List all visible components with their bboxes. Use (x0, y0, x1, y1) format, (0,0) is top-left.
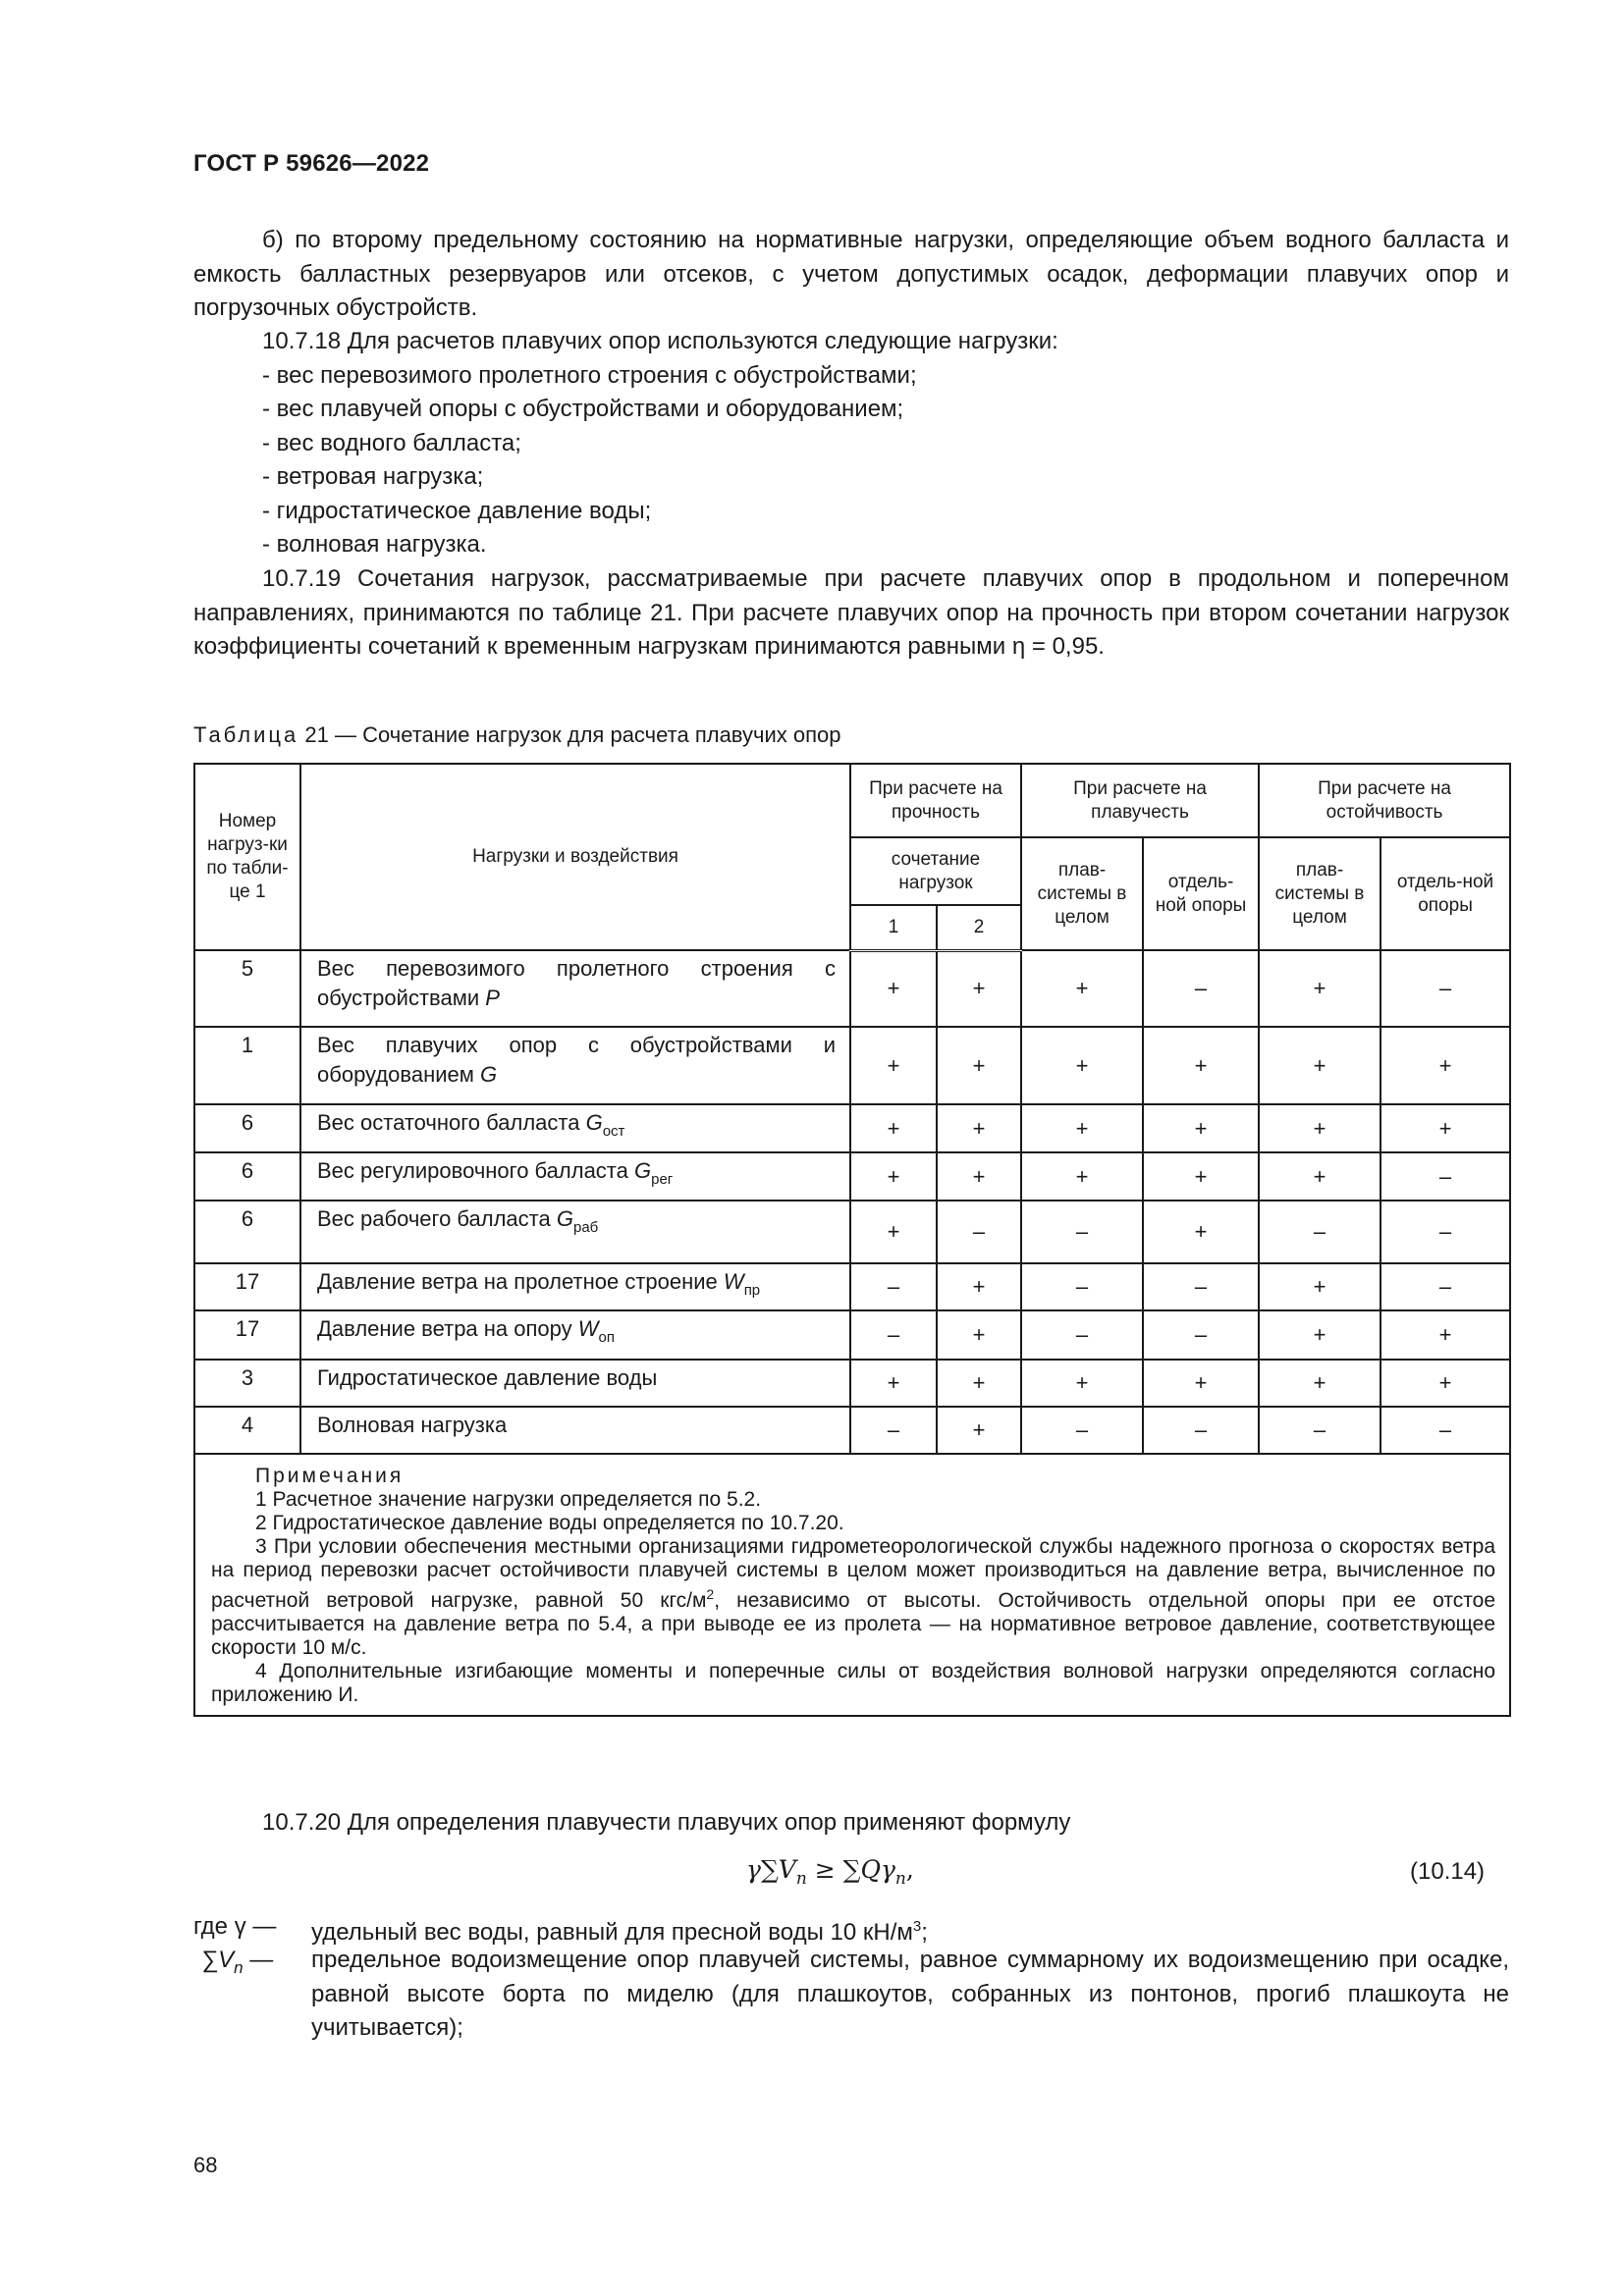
cell-value: + (937, 1407, 1021, 1454)
note-2: 2 Гидростатическое давление воды определяется по 10.7.20. (255, 1512, 844, 1534)
note-1: 1 Расчетное значение нагрузки определяется по 5.2. (255, 1488, 762, 1511)
cell-value: – (1021, 1407, 1143, 1454)
header-buoyancy: При расчете на плавучесть (1021, 764, 1259, 837)
row-num: 6 (194, 1152, 300, 1201)
load-symbol-subscript: ост (602, 1123, 625, 1140)
table-row (194, 1027, 1510, 1104)
cell-value: – (1380, 1201, 1510, 1263)
cell-value: + (1259, 1263, 1380, 1310)
load-symbol: G (585, 1110, 603, 1135)
load-symbol-subscript: пр (743, 1282, 761, 1299)
list-item: - вес плавучей опоры с обустройствами и оборудованием; (262, 396, 904, 422)
table-caption-text: 21 — Сочетание нагрузок для расчета плавучих опор (304, 722, 841, 747)
paragraph-10-7-19: 10.7.19 Сочетания нагрузок, рассматриваемые при расчете плавучих опор в продольном и поперечном направлениях, принимаются по таблице 21. При расчете плавучих опор на прочность при втором сочетании нагрузок коэффициенты сочетаний к временным нагрузкам принимаются равными η = 0,95. (193, 565, 1509, 660)
table-caption (193, 722, 841, 748)
cell-value: + (937, 1310, 1021, 1360)
cell-value: + (1021, 1152, 1143, 1201)
table-row (194, 950, 1510, 1027)
where-def-sum-v: предельное водоизмещение опор плавучей системы, равное суммарному их водоизмещению при осадке, равной высоте борта по миделю (для плашкоутов, собранных из понтонов, прогиб плашкоута не учитывается); (311, 1947, 1509, 2041)
cell-value: + (1259, 1310, 1380, 1360)
header-combination: сочетание нагрузок (850, 837, 1021, 905)
row-load: Вес перевозимого пролетного строения с обустройствами P (300, 950, 850, 1027)
load-combination-table (193, 763, 1511, 1717)
header-system: плав-системы в целом (1021, 837, 1143, 950)
cell-value: + (1380, 1027, 1510, 1104)
table-row (194, 1360, 1510, 1407)
cell-value: + (937, 1152, 1021, 1201)
cell-value: – (850, 1310, 937, 1360)
row-num: 4 (194, 1407, 300, 1454)
row-num: 1 (194, 1027, 300, 1104)
cell-value: + (1380, 1104, 1510, 1152)
row-load: Волновая нагрузка (300, 1407, 850, 1454)
cell-value: + (1143, 1201, 1259, 1263)
cell-value: + (1380, 1310, 1510, 1360)
cell-value: – (1380, 1152, 1510, 1201)
header-loads: Нагрузки и воздействия (300, 764, 850, 950)
row-load: Давление ветра на пролетное строение $W_{пр}$ (300, 1263, 850, 1310)
formula-number: (10.14) (1410, 1858, 1486, 1885)
cell-value: – (937, 1201, 1021, 1263)
cell-value: – (1143, 950, 1259, 1027)
table-notes (194, 1454, 1510, 1716)
cell-value: + (1021, 1360, 1143, 1407)
header-combination-2: 2 (937, 905, 1021, 950)
cell-value: + (1021, 1027, 1143, 1104)
paragraph-10-7-20: 10.7.20 Для определения плавучести плавучих опор применяют формулу (262, 1809, 1071, 1836)
cell-value: – (850, 1407, 937, 1454)
notes-title: Примечания (255, 1465, 405, 1487)
cell-value: – (1259, 1407, 1380, 1454)
cell-value: – (1021, 1310, 1143, 1360)
cell-value: + (850, 1027, 937, 1104)
cell-value: + (937, 1263, 1021, 1310)
header-system-2: плав-системы в целом (1259, 837, 1380, 950)
row-load: Вес рабочего балласта $G_{раб}$ (300, 1201, 850, 1263)
header-combination-1: 1 (850, 905, 937, 950)
cell-value: + (937, 950, 1021, 1027)
load-symbol: G (556, 1206, 573, 1231)
cell-value: + (1259, 1104, 1380, 1152)
load-symbol-subscript: оп (598, 1329, 616, 1346)
cell-value: + (937, 1027, 1021, 1104)
list-item: - гидростатическое давление воды; (262, 498, 652, 524)
cell-value: + (1380, 1360, 1510, 1407)
table-row (194, 1152, 1510, 1201)
row-num: 17 (194, 1310, 300, 1360)
cell-value: + (850, 1201, 937, 1263)
where-def-gamma: удельный вес воды, равный для пресной воды 10 $кН/м^3$; (311, 1918, 928, 1946)
cell-value: + (1259, 950, 1380, 1027)
cell-value: – (1021, 1201, 1143, 1263)
load-symbol: P (485, 986, 500, 1010)
cell-value: – (1380, 1407, 1510, 1454)
table-row (194, 1263, 1510, 1310)
cell-value: + (1143, 1152, 1259, 1201)
cell-value: + (937, 1104, 1021, 1152)
cell-value: + (850, 950, 937, 1027)
formula-10-14: $\gamma\sum V_n \ge \sum Q\gamma_n$, (746, 1855, 914, 1889)
load-symbol-subscript: рег (651, 1171, 674, 1188)
load-symbol: G (634, 1158, 652, 1183)
table-row (194, 1104, 1510, 1152)
row-load: Давление ветра на опору $W_{оп}$ (300, 1310, 850, 1360)
header-stability: При расчете на остойчивость (1259, 764, 1510, 837)
load-symbol: G (480, 1062, 498, 1087)
cell-value: + (850, 1104, 937, 1152)
row-load: Вес плавучих опор с обустройствами и оборудованием G (300, 1027, 850, 1104)
cell-value: – (1259, 1201, 1380, 1263)
load-symbol: W (723, 1269, 744, 1294)
row-load: Вес остаточного балласта $G_{ост}$ (300, 1104, 850, 1152)
cell-value: + (1259, 1360, 1380, 1407)
list-item: - вес водного балласта; (262, 430, 521, 456)
list-item: - вес перевозимого пролетного строения с обустройствами; (262, 362, 917, 389)
row-load: Вес регулировочного балласта $G_{рег}$ (300, 1152, 850, 1201)
cell-value: + (1021, 950, 1143, 1027)
cell-value: + (1143, 1104, 1259, 1152)
note-4: 4 Дополнительные изгибающие моменты и поперечные силы от воздействия волновой нагрузки определяются согласно приложению И. (211, 1660, 1496, 1706)
row-num: 17 (194, 1263, 300, 1310)
where-term-sum-v: $\sum V_n$ — (201, 1947, 274, 1977)
cell-value: + (937, 1360, 1021, 1407)
row-num: 6 (194, 1104, 300, 1152)
cell-value: + (1259, 1027, 1380, 1104)
cell-value: – (1380, 950, 1510, 1027)
load-symbol-subscript: раб (573, 1219, 599, 1236)
list-item: - волновая нагрузка. (262, 531, 487, 558)
load-symbol: W (577, 1316, 599, 1341)
table-row (194, 1310, 1510, 1360)
header-single: отдель-ной опоры (1143, 837, 1259, 950)
cell-value: – (1143, 1407, 1259, 1454)
header-strength: При расчете на прочность (850, 764, 1021, 837)
cell-value: + (850, 1152, 937, 1201)
page-number: 68 (193, 2153, 218, 2177)
cell-value: + (1143, 1360, 1259, 1407)
cell-value: + (850, 1360, 937, 1407)
row-load: Гидростатическое давление воды (300, 1360, 850, 1407)
table-caption-prefix: Таблица (193, 722, 299, 747)
list-item: - ветровая нагрузка; (262, 463, 484, 490)
cell-value: + (1143, 1027, 1259, 1104)
cell-value: – (1380, 1263, 1510, 1310)
table-row (194, 1201, 1510, 1263)
paragraph-10-7-18: 10.7.18 Для расчетов плавучих опор используются следующие нагрузки: (262, 328, 1058, 354)
where-term-gamma: где γ — (193, 1913, 277, 1940)
header-single-2: отдель-ной опоры (1380, 837, 1510, 950)
cell-value: – (1021, 1263, 1143, 1310)
row-num: 3 (194, 1360, 300, 1407)
cell-value: – (1143, 1263, 1259, 1310)
cell-value: – (850, 1263, 937, 1310)
cell-value: – (1143, 1310, 1259, 1360)
row-num: 6 (194, 1201, 300, 1263)
notes-row (194, 1454, 1510, 1716)
header-load-number: Номер нагруз-ки по табли-це 1 (194, 764, 300, 950)
note-3: 3 При условии обеспечения местными организациями гидрометеорологической службы надежного прогноза о скоростях ветра на период перевозки расчет остойчивости плавучей системы в целом может производиться на давление ветра, вычисленное по расчетной ветровой нагрузке, равной 50 кгс/$м^2$, независимо от высоты. Остойчивость отдельной опоры при ее отстое рассчитывается на давление ветра по 5.4, а при выводе ее из пролета — на нормативное ветровое давление, соответствующее скорости 10 м/с. (211, 1535, 1496, 1659)
table-row (194, 1407, 1510, 1454)
cell-value: + (1259, 1152, 1380, 1201)
document-header: ГОСТ Р 59626—2022 (193, 150, 430, 177)
row-num: 5 (194, 950, 300, 1027)
cell-value: + (1021, 1104, 1143, 1152)
paragraph-b: б) по второму предельному состоянию на нормативные нагрузки, определяющие объем водного балласта и емкость балластных резервуаров или отсеков, с учетом допустимых осадок, деформации плавучих опор и погрузочных обустройств. (193, 227, 1509, 321)
